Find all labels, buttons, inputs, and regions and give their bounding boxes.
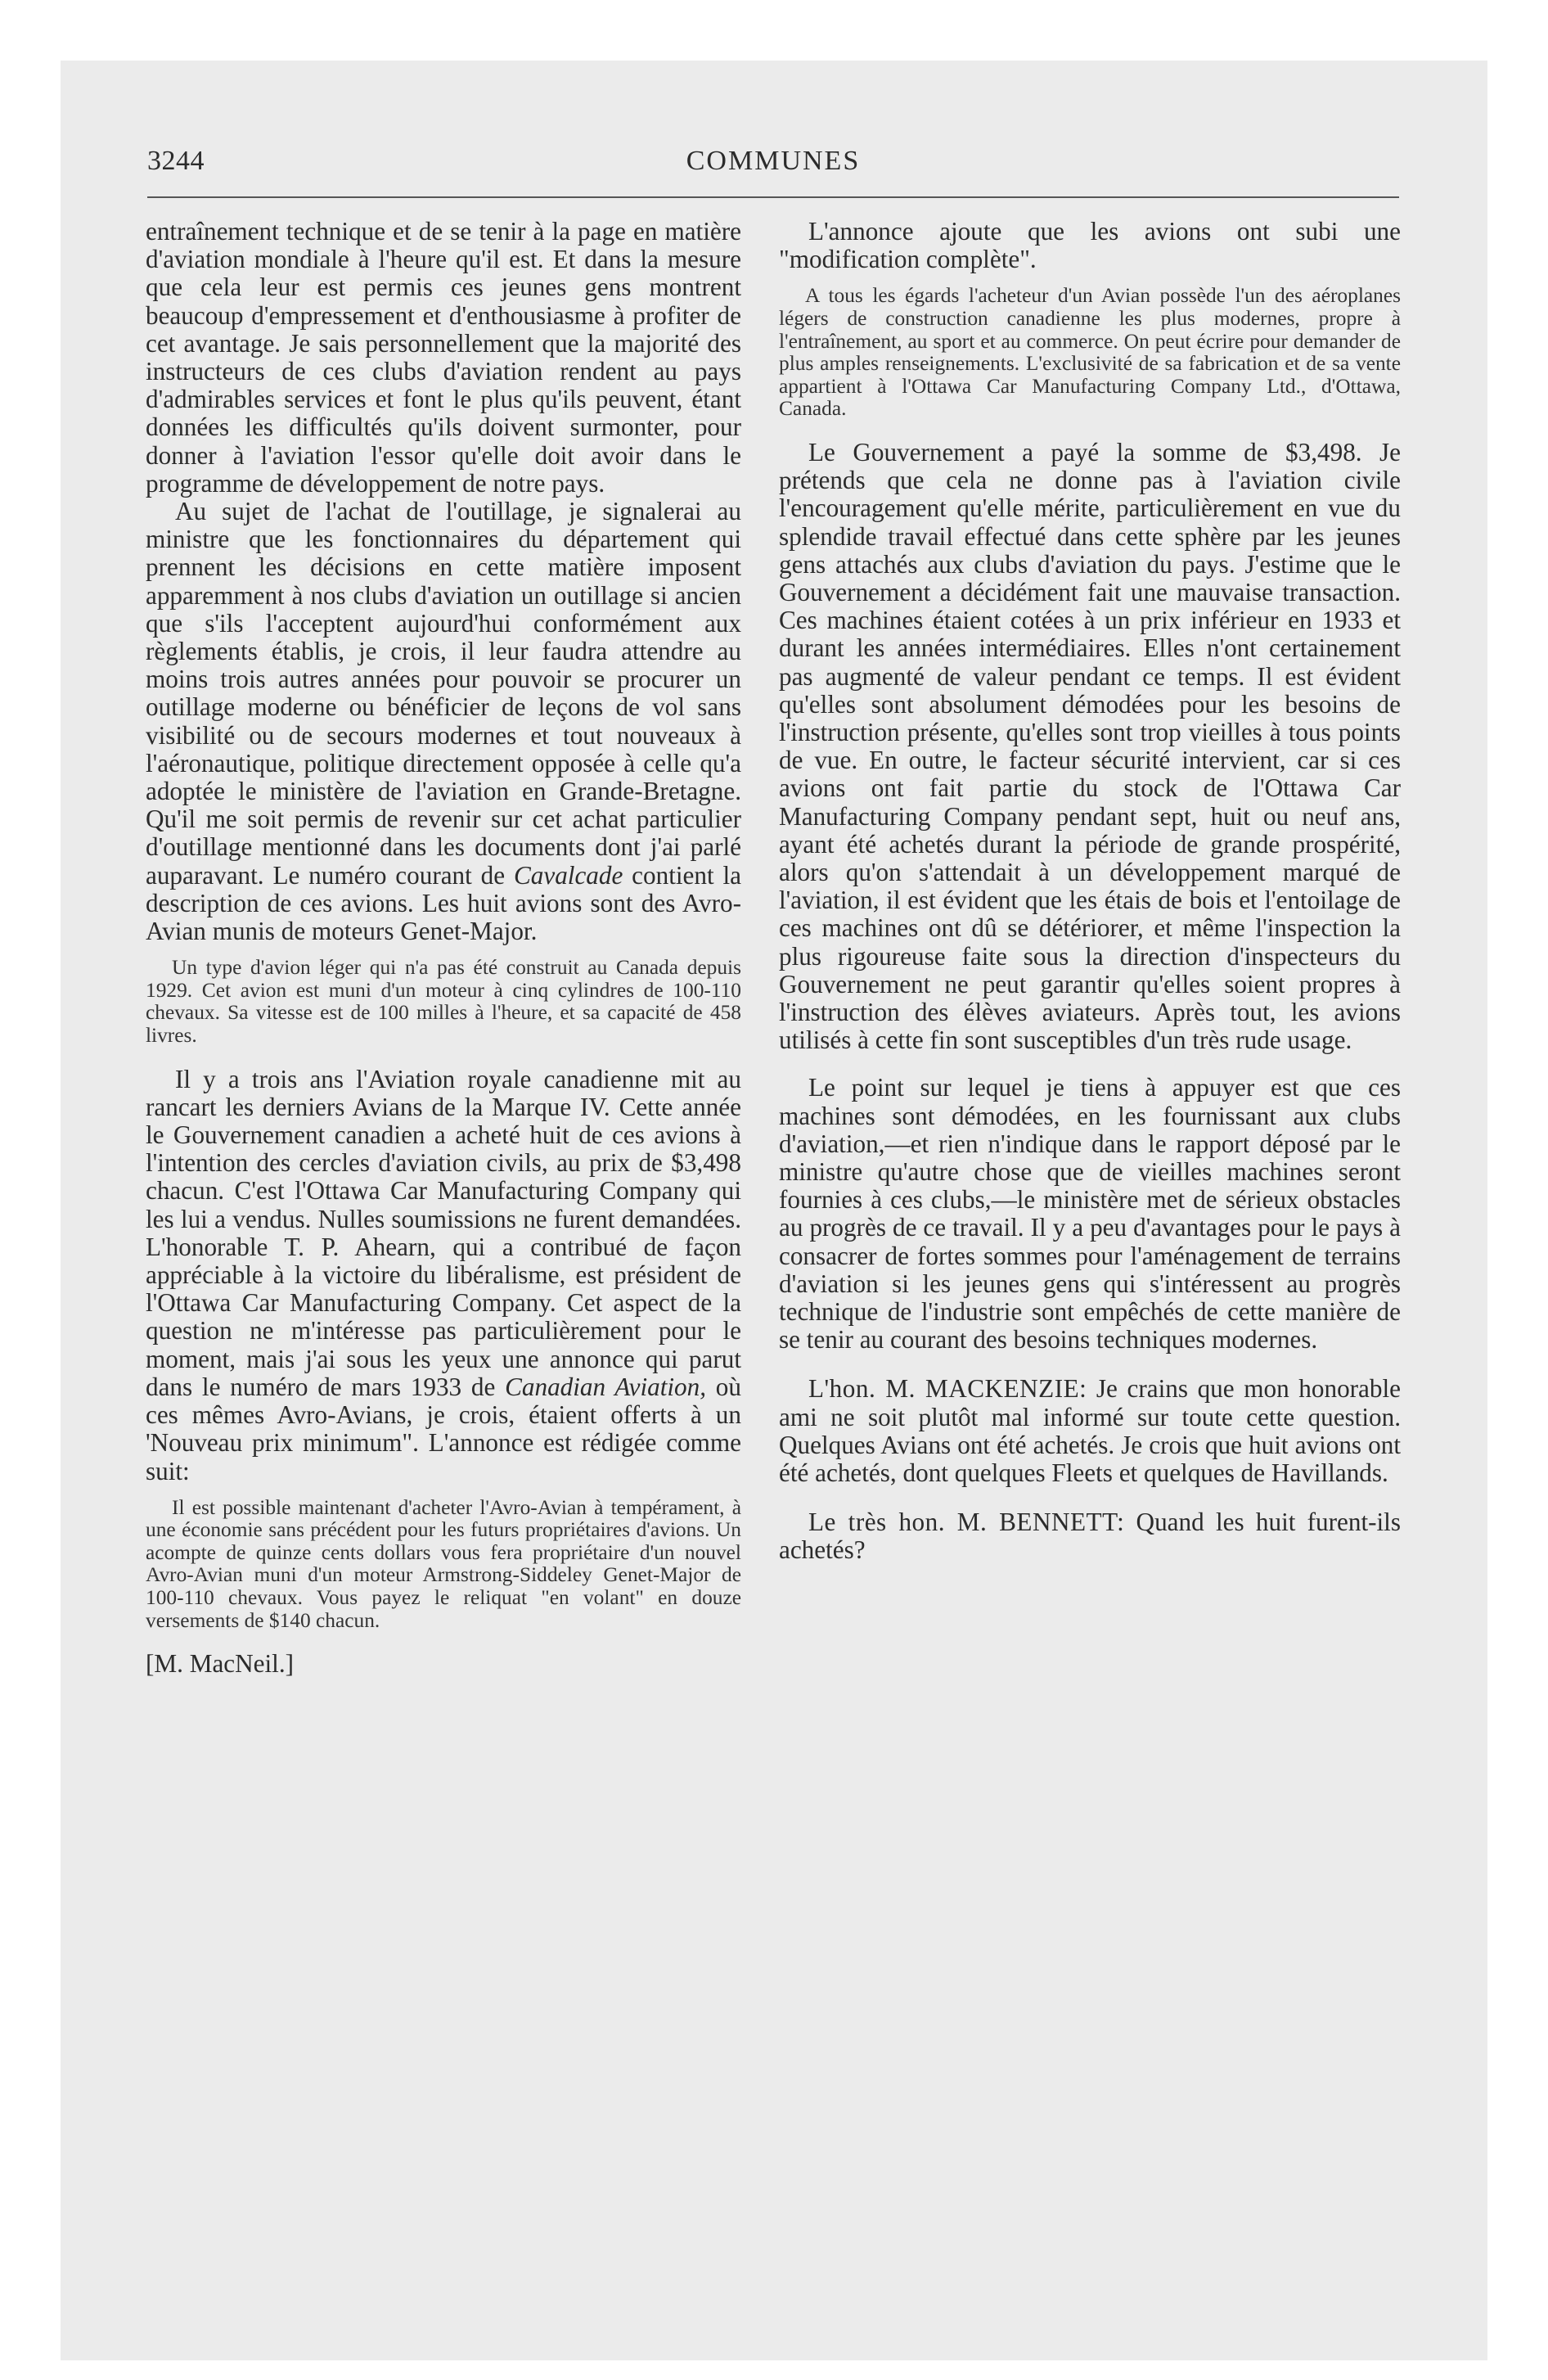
left-paragraph-3-text-b: où ces mêmes Avro-Avians, je crois, étaient offerts à un 'Nouveau prix minimum". L'annonce est rédigée comme suit: (146, 1372, 741, 1485)
canadian-aviation-title: Canadian Aviation, (505, 1372, 707, 1401)
speech-mackenzie-text: Je crains que mon honorable ami ne soit plutôt mal informé sur toute cette question. Quelques Avians ont été achetés. Je crois que huit avions ont été achetés, dont quelques Fleets et quelques de Havillands. (779, 1374, 1401, 1488)
speech-bennett (779, 1508, 1401, 1564)
right-paragraph-3: Le point sur lequel je tiens à appuyer est que ces machines sont démodées, en les fournissant aux clubs d'aviation,—et rien n'indique dans le rapport déposé par le ministre qu'autre chose que de vieilles machines seront fournies à ces clubs,—le ministère met de sérieux obstacles au progrès de ce travail. Il y a peu d'avantages pour le pays à consacrer de fortes sommes pour l'aménagement de terrains d'aviation si les jeunes gens qui s'intéressent au progrès technique de l'industrie sont empêchés de cette manière de se tenir au courant des besoins techniques modernes. (779, 1073, 1401, 1355)
left-paragraph-2 (146, 498, 741, 945)
running-head: COMMUNES (686, 146, 861, 176)
left-paragraph-1: entraînement technique et de se tenir à la page en matière d'aviation mondiale à l'heure qu'il est. Et dans la mesure que cela leur est permis ces jeunes gens montrent beaucoup d'empressement et d'enthousiasme à profiter de cet avantage. Je sais personnellement que la majorité des instructeurs de ces clubs d'aviation rendent au pays d'admirables services et font le plus qu'ils peuvent, étant données les difficultés qu'ils doivent surmonter, pour donner à l'aviation l'essor qu'elle doit avoir dans le programme de développement de notre pays. (146, 217, 741, 498)
left-quote-1: Un type d'avion léger qui n'a pas été construit au Canada depuis 1929. Cet avion est muni d'un moteur à cinq cylindres de 100-110 chevaux. Sa vitesse est de 100 milles à l'heure, et sa capacité de 458 livres. (146, 956, 741, 1048)
right-paragraph-1: L'annonce ajoute que les avions ont subi une "modification complète". (779, 217, 1401, 274)
speaker-bennett: Le très hon. M. BENNETT: (808, 1508, 1125, 1537)
left-paragraph-3-text-a: Il y a trois ans l'Aviation royale canadienne mit au rancart les derniers Avians de la Marque IV. Cette année le Gouvernement canadien a acheté huit de ces avions à l'intention des cercles d'aviation civils, au prix de $3,498 chacun. C'est l'Ottawa Car Manufacturing Company qui les lui a vendus. Nulles soumissions ne furent demandées. L'honorable T. P. Ahearn, qui a contribué de façon appréciable à la victoire du libéralisme, est président de l'Ottawa Car Manufacturing Company. Cet aspect de la question ne m'intéresse pas particulièrement pour le moment, mais j'ai sous les yeux une annonce qui parut dans le numéro de mars 1933 de (146, 1064, 741, 1401)
right-paragraph-2: Le Gouvernement a payé la somme de $3,498. Je prétends que cela ne donne pas à l'aviation civile l'encouragement qu'elle mérite, particulièrement en vue du splendide travail effectué dans cette sphère par les jeunes gens attachés aux clubs d'aviation du pays. J'estime que le Gouvernement a décidément fait une mauvaise transaction. Ces machines étaient cotées à un prix inférieur en 1933 et durant les années intermédiaires. Elles n'ont certainement pas augmenté de valeur pendant ce temps. Il est évident qu'elles sont absolument démodées pour les besoins de l'instruction présente, qu'elles sont trop vieilles à tous points de vue. En outre, le facteur sécurité intervient, car si ces avions ont fait partie du stock de l'Ottawa Car Manufacturing Company pendant sept, huit ou neuf ans, ayant été achetés durant la période de grande prospérité, alors qu'on s'attendait à un développement marqué de l'aviation, il est évident que les étais de bois et l'entoilage de ces machines ont dû se détériorer, et même l'inspection la plus rigoureuse faite sous la direction d'inspecteurs du Gouvernement ne peut garantir qu'elles soient propres à l'instruction des élèves aviateurs. Après tout, les avions utilisés à cette fin sont susceptibles d'un très rude usage. (779, 437, 1401, 1055)
right-quote-1: A tous les égards l'acheteur d'un Avian possède l'un des aéroplanes légers de construction canadienne les plus modernes, propre à l'entraînement, au sport et au commerce. On peut écrire pour demander de plus amples renseignements. L'exclusivité de sa fabrication et de sa vente appartient à l'Ottawa Car Manufacturing Company Ltd., d'Ottawa, Canada. (779, 284, 1401, 421)
left-quote-2: Il est possible maintenant d'acheter l'Avro-Avian à tempérament, à une économie sans précédent pour les futurs propriétaires d'avions. Un acompte de quinze cents dollars vous fera propriétaire d'un nouvel Avro-Avian muni d'un moteur Armstrong-Siddeley Genet-Major de 100-110 chevaux. Vous payez le reliquat "en volant" en douze versements de $140 chacun. (146, 1495, 741, 1632)
right-column (779, 218, 1401, 1565)
speaker-attribution: [M. MacNeil.] (146, 1649, 295, 1679)
speech-mackenzie (779, 1375, 1401, 1487)
speaker-mackenzie: L'hon. M. MACKENZIE: (808, 1374, 1087, 1404)
left-paragraph-2-text-b: contient la description de ces avions. Les huit avions sont des Avro-Avian munis de moteurs Genet-Major. (146, 860, 741, 946)
speech-bennett-text: Quand les huit furent-ils achetés? (779, 1508, 1401, 1565)
page-header (147, 146, 1399, 187)
page-number: 3244 (147, 146, 205, 176)
header-rule (147, 196, 1399, 198)
left-paragraph-3 (146, 1066, 741, 1485)
left-column (146, 218, 741, 1678)
cavalcade-title: Cavalcade (513, 860, 623, 890)
left-paragraph-2-text-a: Au sujet de l'achat de l'outillage, je signalerai au ministre que les fonctionnaires du département qui prennent les décisions en cette matière imposent apparemment à nos clubs d'aviation un outillage si ancien que s'ils l'acceptent aujourd'hui conformément aux règlements établis, je crois, il leur faudra attendre au moins trois autres années pour pouvoir se procurer un outillage moderne ou bénéficier de leçons de vol sans visibilité ou de secours modernes et tout nouveaux à l'aéronautique, politique directement opposée à celle qu'a adoptée le ministère de l'aviation en Grande-Bretagne. Qu'il me soit permis de revenir sur cet achat particulier d'outillage mentionné dans les documents dont j'ai parlé auparavant. Le numéro courant de (146, 497, 741, 890)
